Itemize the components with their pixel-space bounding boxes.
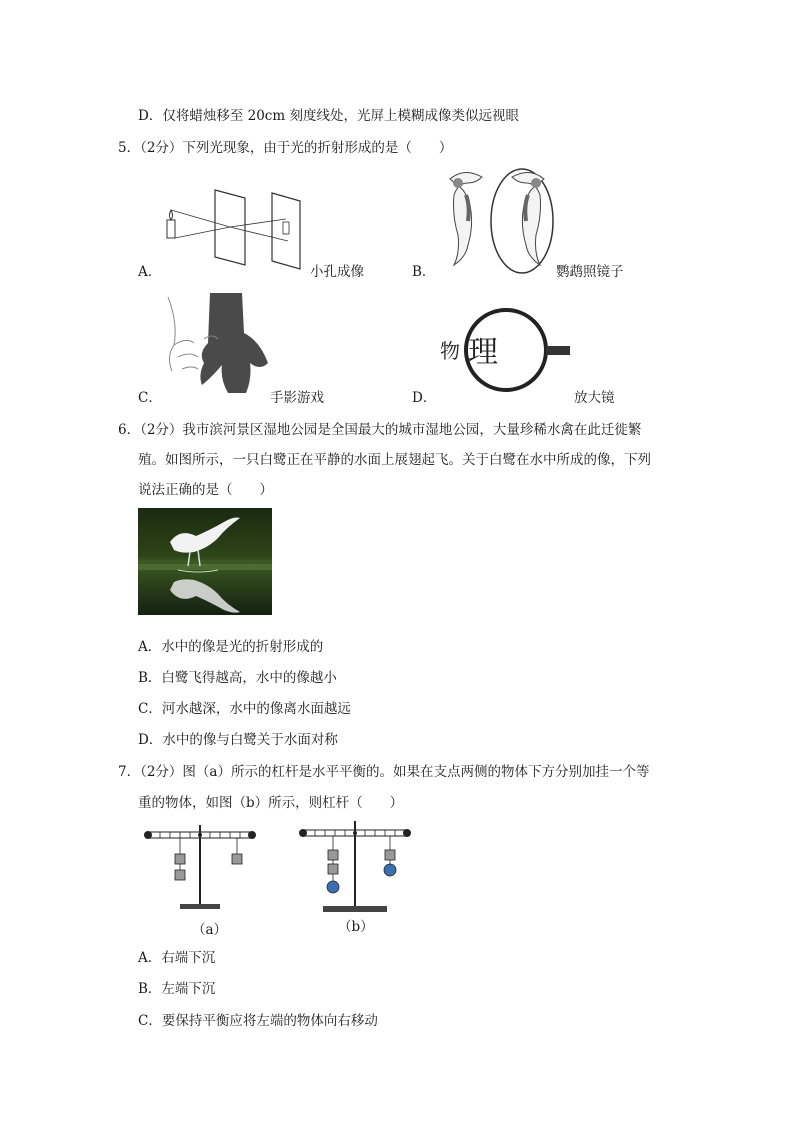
q6-option-b: B．白鹭飞得越高，水中的像越小	[138, 670, 337, 686]
q7-stem-line-1: 7．（2分）图（a）所示的杠杆是水平平衡的。如果在支点两侧的物体下方分别加挂一个等	[118, 764, 650, 780]
q6-option-d: D．水中的像与白鹭关于水面对称	[138, 732, 338, 748]
q5-option-d-caption: 放大镜	[574, 390, 615, 406]
q5-stem: 5．（2分）下列光现象，由于光的折射形成的是（ ）	[118, 140, 453, 156]
q6-stem-line-1: 6．（2分）我市滨河景区湿地公园是全国最大的城市湿地公园，大量珍稀水禽在此迁徙繁	[118, 422, 642, 438]
lever-figure-b	[293, 818, 415, 916]
pinhole-figure	[160, 185, 310, 270]
q6-stem-line-3: 说法正确的是（ ）	[138, 482, 273, 498]
egret-photo	[138, 508, 272, 615]
q7-option-b: B．左端下沉	[138, 981, 216, 997]
lever-figure-a	[140, 820, 262, 915]
lever-label-b: （b）	[338, 919, 374, 935]
q6-option-c: C．河水越深，水中的像离水面越远	[138, 701, 351, 717]
q7-option-a: A．右端下沉	[138, 950, 216, 966]
q5-option-c-letter: C．	[138, 390, 162, 406]
q5-option-d-letter: D．	[412, 390, 437, 406]
hand-shadow-figure	[164, 293, 274, 395]
q7-option-c: C．要保持平衡应将左端的物体向右移动	[138, 1013, 378, 1029]
magnifier-outside-char: 物	[440, 339, 460, 363]
q6-option-a: A．水中的像是光的折射形成的	[138, 639, 324, 655]
q4-option-d: D．仅将蜡烛移至 20cm 刻度线处，光屏上模糊成像类似远视眼	[138, 108, 519, 124]
q5-option-a-caption: 小孔成像	[310, 264, 364, 280]
q5-option-b-letter: B．	[412, 264, 436, 280]
parrot-mirror-figure	[436, 165, 556, 275]
q5-option-c-caption: 手影游戏	[270, 390, 324, 406]
q5-option-b-caption: 鹦鹉照镜子	[556, 264, 624, 280]
q5-option-a-letter: A．	[138, 264, 162, 280]
magnifier-inside-char: 理	[468, 335, 498, 370]
magnifier-figure	[438, 306, 573, 396]
q7-stem-line-2: 重的物体，如图（b）所示，则杠杆（ ）	[138, 795, 404, 811]
lever-label-a: （a）	[192, 922, 228, 938]
q6-stem-line-2: 殖。如图所示，一只白鹭正在平静的水面上展翅起飞。关于白鹭在水中所成的像，下列	[138, 452, 651, 468]
